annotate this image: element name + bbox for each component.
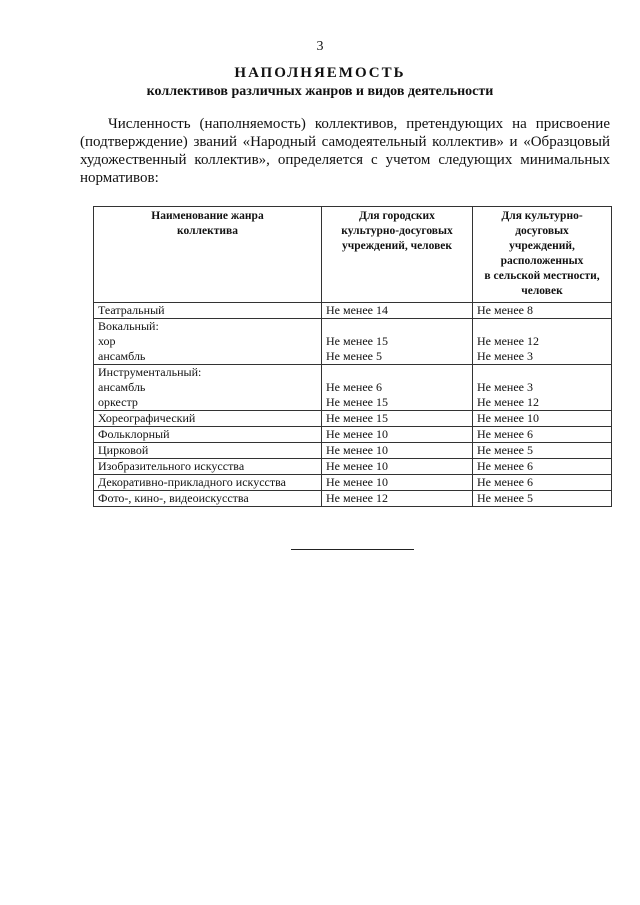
cell-urban [322,475,473,491]
header-line: человек [521,285,563,297]
urban-text: Не менее 10 [326,459,388,473]
urban-text: Не менее 14 [326,303,388,317]
page-number: 3 [316,39,324,54]
header-line: культурно-досуговых [341,225,453,237]
genre-text: Фото-, кино-, видеоискусства [98,491,249,505]
header-line: учреждений, [509,240,575,252]
table-row [94,319,612,365]
table-row [94,443,612,459]
urban-text: Не менее 5 [326,349,382,363]
cell-urban [322,303,473,319]
cell-rural [473,365,612,411]
genre-text: хор [98,334,116,348]
genre-text: Инструментальный: [98,365,202,379]
cell-rural [473,475,612,491]
cell-urban [322,443,473,459]
urban-text: Не менее 10 [326,427,388,441]
header-line: Наименование жанра [151,210,264,222]
header-rural [473,207,612,303]
urban-text: Не менее 15 [326,334,388,348]
cell-genre [94,427,322,443]
urban-text: Не менее 10 [326,475,388,489]
genre-text: Вокальный: [98,319,159,333]
cell-urban [322,411,473,427]
genre-text: Хореографический [98,411,196,425]
header-line: досуговых [515,225,569,237]
rural-text: Не менее 12 [477,334,539,348]
header-urban [322,207,473,303]
cell-genre [94,303,322,319]
rural-text: Не менее 3 [477,349,533,363]
rural-text [477,319,607,334]
table-row [94,303,612,319]
header-line: Для городских [359,210,435,222]
cell-urban [322,427,473,443]
genre-text: Театральный [98,303,165,317]
cell-genre [94,475,322,491]
rural-text: Не менее 6 [477,427,533,441]
table-row [94,365,612,411]
genre-text: ансамбль [98,380,146,394]
urban-text: Не менее 15 [326,411,388,425]
table-row [94,427,612,443]
rural-text [477,365,607,380]
document-title: НАПОЛНЯЕМОСТЬ [234,65,406,81]
cell-rural [473,303,612,319]
cell-rural [473,491,612,507]
table-row [94,411,612,427]
cell-genre [94,365,322,411]
cell-genre [94,459,322,475]
urban-text [326,365,468,380]
rural-text: Не менее 12 [477,395,539,409]
cell-rural [473,427,612,443]
cell-rural [473,443,612,459]
header-line: учреждений, человек [341,240,453,252]
urban-text: Не менее 6 [326,380,382,394]
header-line: коллектива [177,225,238,237]
table-body [94,303,612,507]
table-header-row [94,207,612,303]
rural-text: Не менее 6 [477,475,533,489]
genre-text: Фольклорный [98,427,170,441]
cell-urban [322,365,473,411]
rural-text: Не менее 10 [477,411,539,425]
cell-genre [94,443,322,459]
header-line: Для культурно- [501,210,583,222]
urban-text: Не менее 15 [326,395,388,409]
cell-rural [473,459,612,475]
document-subtitle: коллективов различных жанров и видов деятельности [146,84,494,99]
table-row [94,459,612,475]
rural-text: Не менее 8 [477,303,533,317]
urban-text: Не менее 10 [326,443,388,457]
cell-genre [94,411,322,427]
rural-text: Не менее 6 [477,459,533,473]
rural-text: Не менее 5 [477,443,533,457]
genre-text: ансамбль [98,349,146,363]
header-line: расположенных [500,255,584,267]
cell-urban [322,459,473,475]
rural-text: Не менее 3 [477,380,533,394]
cell-urban [322,319,473,365]
cell-genre [94,319,322,365]
rural-text: Не менее 5 [477,491,533,505]
cell-urban [322,491,473,507]
genre-text: Изобразительного искусства [98,459,245,473]
cell-rural [473,319,612,365]
intro-paragraph: Численность (наполняемость) коллективов, претендующих на присвоение (подтверждение) званий «Народный самодеятельный коллектив» и «Образцовый художественный коллектив», определяется с учетом следующих минимальных нормативов: [80,116,610,186]
urban-text [326,319,468,334]
norms-table [93,206,612,507]
end-divider [291,549,414,550]
genre-text: Декоративно-прикладного искусства [98,475,286,489]
genre-text: оркестр [98,395,138,409]
table-row [94,491,612,507]
table-row [94,475,612,491]
cell-genre [94,491,322,507]
header-genre [94,207,322,303]
cell-rural [473,411,612,427]
header-line: в сельской местности, [484,270,600,282]
urban-text: Не менее 12 [326,491,388,505]
genre-text: Цирковой [98,443,149,457]
